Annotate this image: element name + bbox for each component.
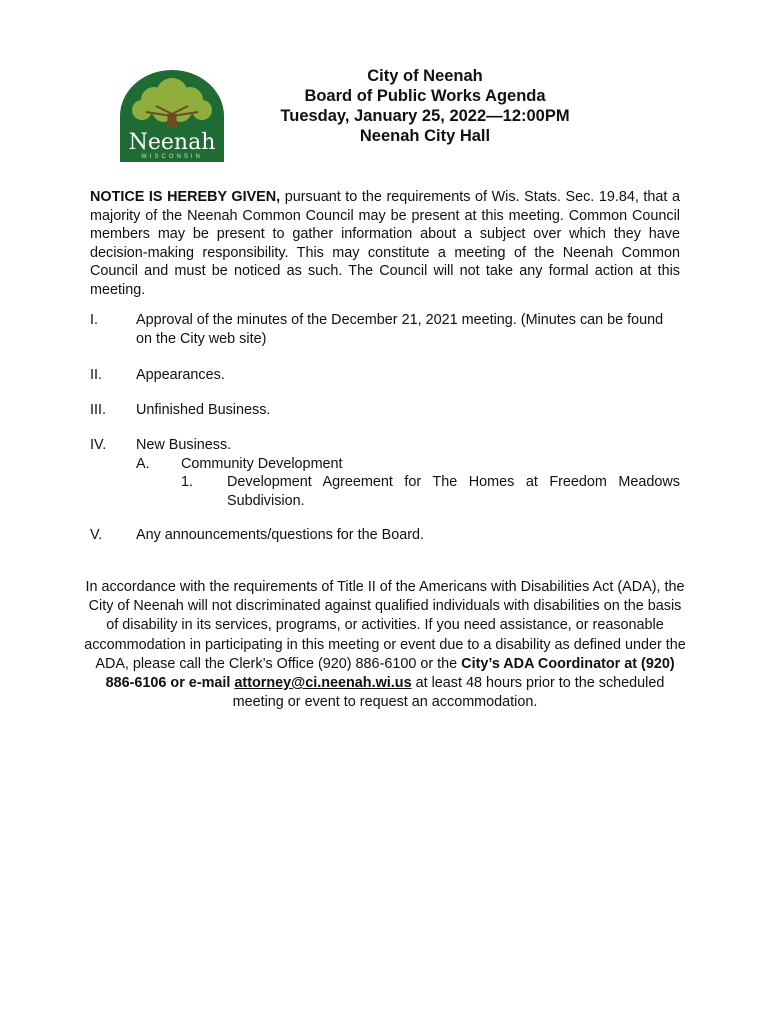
svg-text:WISCONSIN: WISCONSIN (141, 154, 203, 160)
notice-body: pursuant to the requirements of Wis. Stats. Sec. 19.84, that a majority of the Neenah Common Council may be present at this meeting. Common Council members may be present to gather information about a subject over which they have decision-making responsibility. This may constitute a meeting of the Neenah Common Council and must be noticed as such. The Council will not take any formal action at this meeting. (90, 189, 680, 298)
agenda-header (250, 66, 600, 146)
board-title: Board of Public Works Agenda (304, 87, 546, 105)
ada-email-link[interactable]: attorney@ci.neenah.wi.us (234, 675, 412, 692)
ada-statement (82, 578, 688, 712)
svg-text:Neenah: Neenah (128, 130, 216, 155)
notice-paragraph (90, 188, 680, 300)
agenda-item-text: Any announcements/questions for the Board. (136, 527, 424, 543)
agenda-item-text: Approval of the minutes of the December 21, 2021 meeting. (Minutes can be found on the City web site) (136, 312, 664, 347)
sub-item-number: 1. (181, 474, 194, 490)
ada-text-part1: In accordance with the requirements of Title II of the Americans with Disabilities Act (ADA), the City of Neenah will not discriminated against qualified individuals with disabilities on the basis of disability in its services, programs, or activities. If you need assistance, or reasonable accommodation in participating in this meeting or event due to a disability as defined under the ADA, please call the Clerk’s Office (920) 886-6100 or the (84, 579, 686, 672)
agenda-item-number: IV. (90, 437, 107, 453)
agenda-item-text: Appearances. (136, 367, 225, 383)
agenda-item-number: III. (90, 402, 106, 418)
agenda-item-text: New Business. (136, 437, 232, 453)
meeting-location: Neenah City Hall (359, 127, 491, 145)
notice-lead: NOTICE IS HEREBY GIVEN, (90, 189, 281, 205)
meeting-date: Tuesday, January 25, 2022—12:00PM (280, 107, 570, 125)
agenda-item-text: Unfinished Business. (136, 402, 271, 418)
ada-coordinator: City’s ADA Coordinator at (920) 886-6106 or e-mail (105, 655, 675, 692)
sub-item-letter: A. (136, 456, 150, 472)
agenda-item-number: I. (90, 312, 98, 328)
neenah-tree-logo-icon (116, 70, 228, 162)
sub-item-text: Development Agreement for The Homes at Freedom Meadows Subdivision. (227, 474, 680, 509)
city-logo (116, 70, 228, 162)
city-name: City of Neenah (367, 67, 483, 85)
agenda-item-number: II. (90, 367, 102, 383)
sub-item-title: Community Development (181, 456, 343, 472)
ada-text-part2: at least 48 hours prior to the scheduled meeting or event to request an accommodation. (232, 675, 665, 711)
agenda-item-number: V. (90, 527, 103, 543)
